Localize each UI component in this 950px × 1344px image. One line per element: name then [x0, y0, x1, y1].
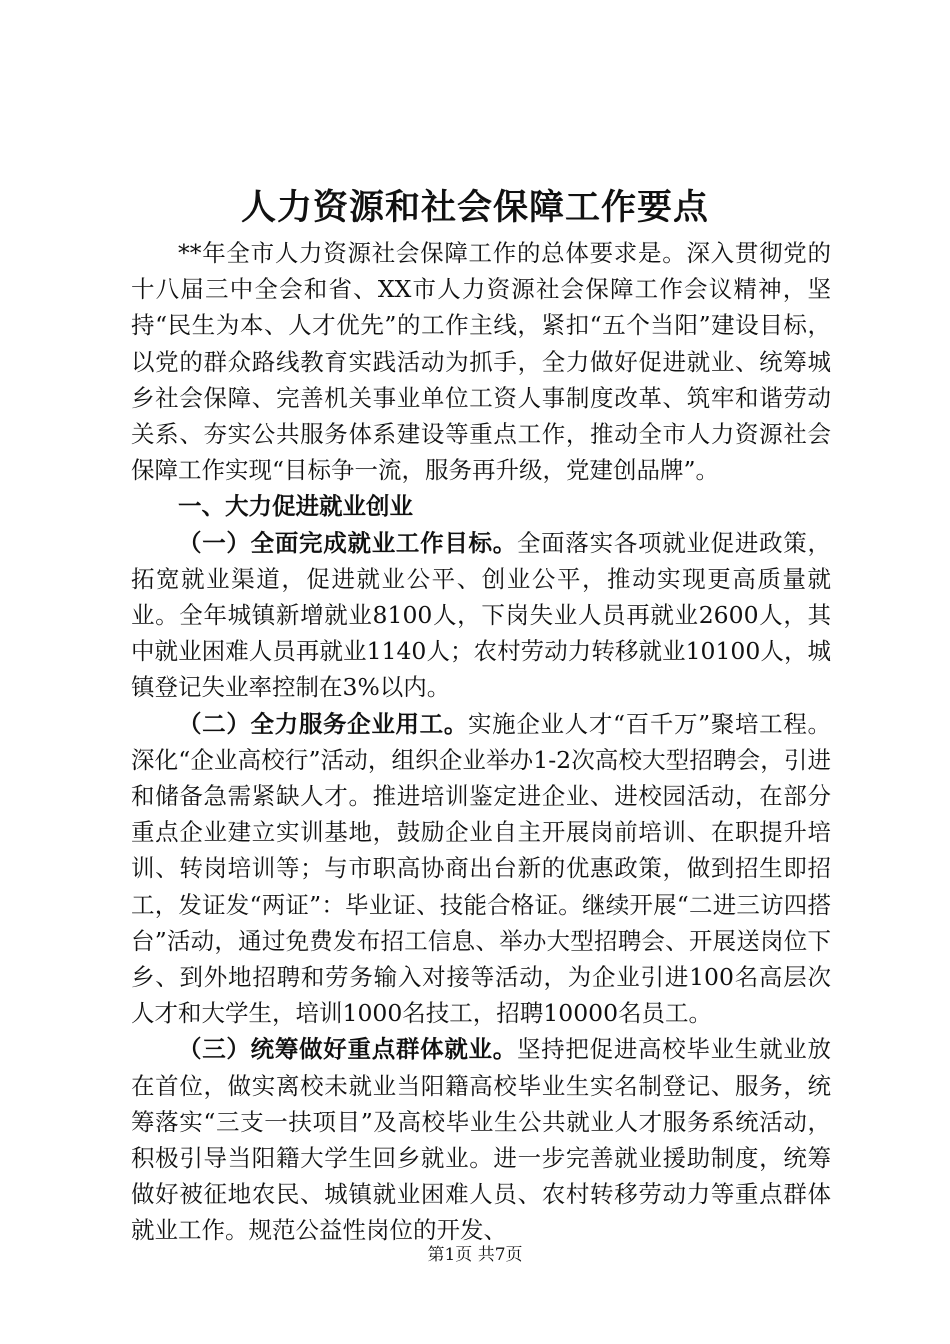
item-lead-3: （三）统筹做好重点群体就业。 — [178, 1035, 517, 1064]
document-title: 人力资源和社会保障工作要点 — [240, 187, 709, 228]
section-heading: 一、大力促进就业创业 — [178, 492, 413, 521]
item-lead-1: （一）全面完成就业工作目标。 — [178, 528, 517, 557]
document-body — [131, 235, 831, 1249]
item-paragraph-3 — [131, 1031, 831, 1248]
item-text-3: 坚持把促进高校毕业生就业放在首位，做实离校未就业当阳籍高校毕业生实名制登记、服务，统筹落实“三支一扶项目”及高校毕业生公共就业人才服务系统活动，积极引导当阳籍大学生回乡就业。进一步完善就业援助制度，统筹做好被征地农民、城镇就业困难人员、农村转移劳动力等重点群体就业工作。规范公益性岗位的开发、 — [131, 1035, 832, 1245]
item-text-2: 实施企业人才“百千万”聚培工程。深化“企业高校行”活动，组织企业举办1-2次高校大型招聘会，引进和储备急需紧缺人才。推进培训鉴定进企业、进校园活动，在部分重点企业建立实训基地，鼓励企业自主开展岗前培训、在职提升培训、转岗培训等；与市职高协商出台新的优惠政策，做到招生即招工，发证发“两证”：毕业证、技能合格证。继续开展“二进三访四搭台”活动，通过免费发布招工信息、举办大型招聘会、开展送岗位下乡、到外地招聘和劳务输入对接等活动，为企业引进100名高层次人才和大学生，培训1000名技工，招聘10000名员工。 — [131, 709, 832, 1028]
item-paragraph-1 — [131, 525, 831, 706]
item-text-1: 全面落实各项就业促进政策，拓宽就业渠道，促进就业公平、创业公平，推动实现更高质量就业。全年城镇新增就业8100人，下岗失业人员再就业2600人，其中就业困难人员再就业1140人；农村劳动力转移就业10100人，城镇登记失业率控制在3%以内。 — [131, 528, 832, 702]
item-paragraph-2 — [131, 706, 831, 1032]
item-lead-2: （二）全力服务企业用工。 — [178, 709, 468, 738]
page-footer: 第1页 共7页 — [427, 1245, 523, 1265]
intro-paragraph: **年全市人力资源社会保障工作的总体要求是。深入贯彻党的十八届三中全会和省、XX市人力资源社会保障工作会议精神，坚持“民生为本、人才优先”的工作主线，紧扣“五个当阳”建设目标，以党的群众路线教育实践活动为抓手，全力做好促进就业、统筹城乡社会保障、完善机关事业单位工资人事制度改革、筑牢和谐劳动关系、夯实公共服务体系建设等重点工作，推动全市人力资源社会保障工作实现“目标争一流，服务再升级，党建创品牌”。 — [131, 239, 831, 485]
